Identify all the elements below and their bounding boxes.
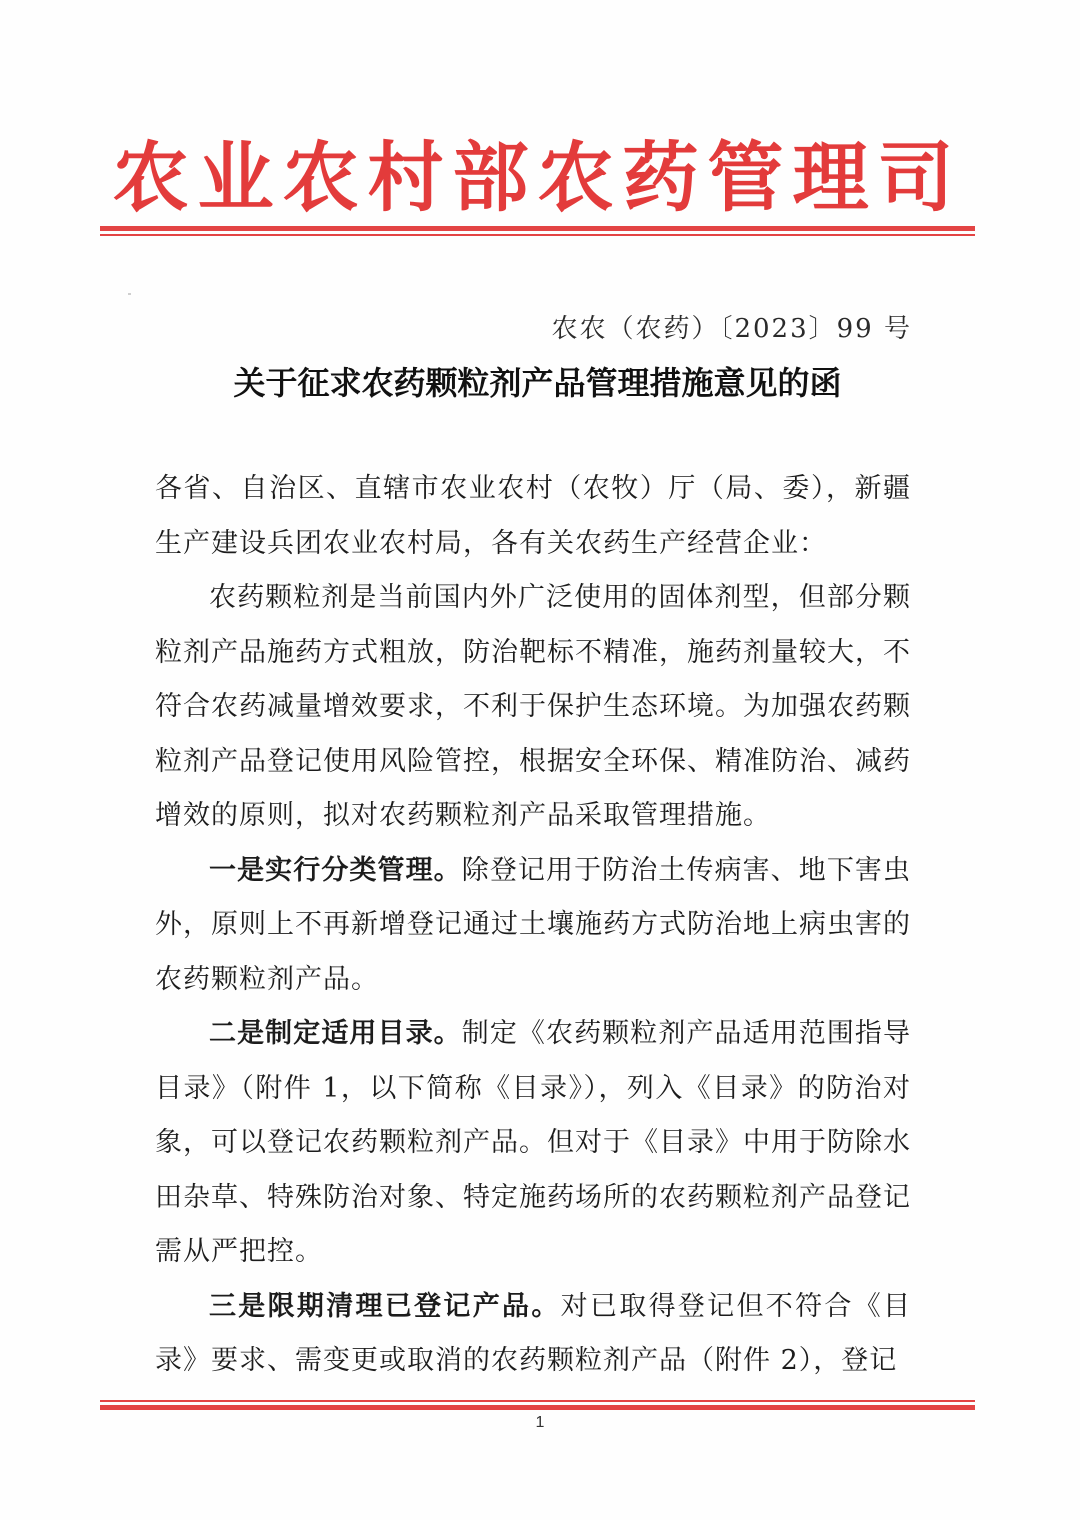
measure-text: 对已取得登记但不符合《目录》要求、需变更或取消的农药颗粒剂产品（附件 2），登记 [155, 1290, 912, 1376]
measure-paragraph-3 [155, 1280, 911, 1389]
addressee-paragraph: 各省、自治区、直辖市农业农村（农牧）厅（局、委），新疆生产建设兵团农业农村局，各有关农药生产经营企业： [155, 473, 911, 559]
intro-paragraph: 农药颗粒剂是当前国内外广泛使用的固体剂型，但部分颗粒剂产品施药方式粗放，防治靶标不精准，施药剂量较大，不符合农药减量增效要求，不利于保护生态环境。为加强农药颗粒剂产品登记使用风险管控，根据安全环保、精准防治、减药增效的原则，拟对农药颗粒剂产品采取管理措施。 [155, 582, 911, 831]
document-body [155, 462, 911, 1389]
measure-paragraph-2 [155, 1007, 911, 1280]
page-number: 1 [535, 1414, 545, 1431]
agency-letterhead-title: 农业农村部农药管理司 [112, 133, 963, 222]
scan-speck [128, 293, 131, 295]
footer-red-rule [100, 1400, 975, 1410]
measure-text: 制定《农药颗粒剂产品适用范围指导目录》（附件 1，以下简称《目录》），列入《目录》的防治对象，可以登记农药颗粒剂产品。但对于《目录》中用于防除水田杂草、特殊防治对象、特定施药场所的农药颗粒剂产品登记需从严把控。 [155, 1018, 911, 1267]
measure-paragraph-1 [155, 844, 911, 1008]
document-title: 关于征求农药颗粒剂产品管理措施意见的函 [233, 364, 842, 402]
document-number: 农农（农药）〔2023〕99 号 [551, 314, 912, 344]
measure-text: 除登记用于防治土传病害、地下害虫外，原则上不再新增登记通过土壤施药方式防治地上病虫害的农药颗粒剂产品。 [155, 854, 911, 995]
letterhead-red-rule [100, 226, 975, 236]
measure-heading: 三是限期清理已登记产品。 [209, 1290, 561, 1322]
measure-heading: 二是制定适用目录。 [209, 1018, 462, 1049]
measure-heading: 一是实行分类管理。 [209, 854, 462, 886]
